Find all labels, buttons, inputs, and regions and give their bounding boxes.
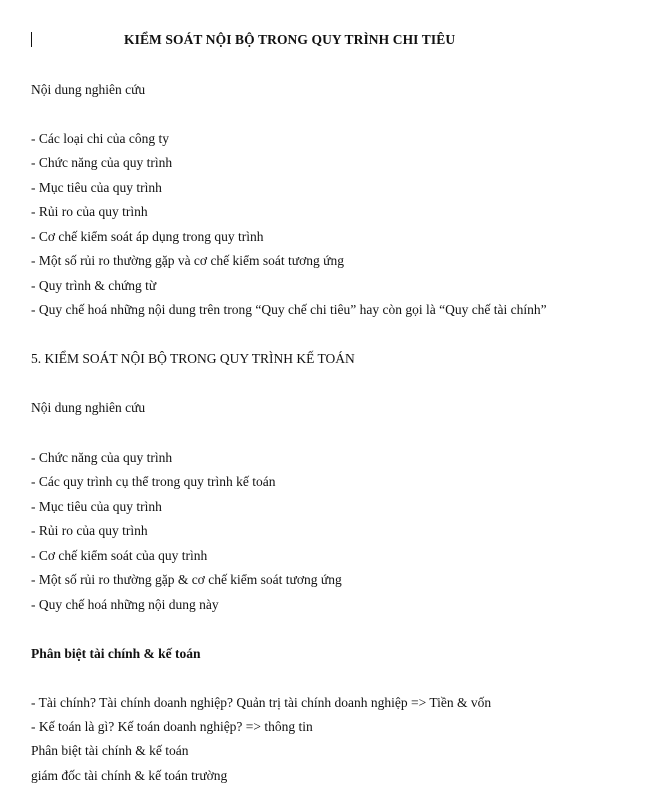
section1-item: - Quy chế hoá những nội dung trên trong “Quy chế chi tiêu” hay còn gọi là “Quy chế tài chính”: [31, 302, 547, 317]
section3-line: giám đốc tài chính & kế toán trường: [31, 768, 228, 783]
section3-line: Phân biệt tài chính & kế toán: [31, 743, 189, 758]
section2-item: - Một số rủi ro thường gặp & cơ chế kiểm soát tương ứng: [31, 572, 342, 587]
section2-item: - Các quy trình cụ thể trong quy trình kế toán: [31, 474, 276, 489]
section1-item: - Rủi ro của quy trình: [31, 204, 148, 219]
section1-item: - Mục tiêu của quy trình: [31, 180, 162, 195]
section2-item: - Rủi ro của quy trình: [31, 523, 148, 538]
text-cursor: [31, 32, 32, 47]
section2-item: - Quy chế hoá những nội dung này: [31, 597, 219, 612]
section1-item: - Các loại chi của công ty: [31, 131, 169, 146]
section3-line: - Kế toán là gì? Kế toán doanh nghiệp? => thông tin: [31, 719, 313, 734]
section1-item: - Quy trình & chứng từ: [31, 278, 157, 293]
section2-intro: Nội dung nghiên cứu: [31, 400, 146, 415]
section2-heading: 5. KIỂM SOÁT NỘI BỘ TRONG QUY TRÌNH KẾ TOÁN: [31, 351, 355, 366]
section2-item: - Cơ chế kiểm soát của quy trình: [31, 548, 208, 563]
section3-line: - Tài chính? Tài chính doanh nghiệp? Quản trị tài chính doanh nghiệp => Tiền & vốn: [31, 695, 492, 710]
section1-item: - Một số rủi ro thường gặp và cơ chế kiểm soát tương ứng: [31, 253, 344, 268]
section3-heading: Phân biệt tài chính & kế toán: [31, 646, 201, 661]
document-title: KIỂM SOÁT NỘI BỘ TRONG QUY TRÌNH CHI TIÊU: [124, 32, 456, 47]
section1-item: - Cơ chế kiểm soát áp dụng trong quy trình: [31, 229, 264, 244]
section1-intro: Nội dung nghiên cứu: [31, 82, 146, 97]
section2-item: - Chức năng của quy trình: [31, 450, 173, 465]
section2-item: - Mục tiêu của quy trình: [31, 499, 162, 514]
section1-item: - Chức năng của quy trình: [31, 155, 173, 170]
